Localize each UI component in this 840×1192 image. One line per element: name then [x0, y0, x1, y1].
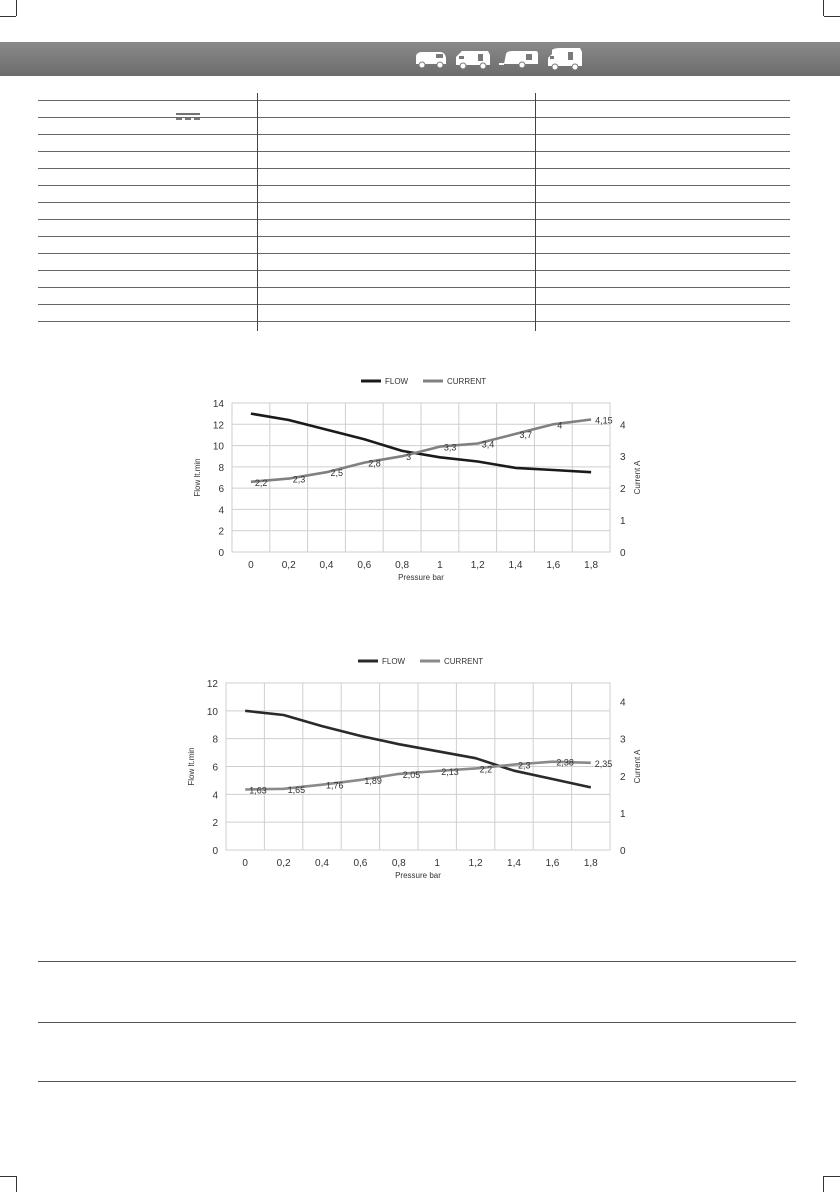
- data-label: 3: [406, 452, 412, 463]
- y-tick-label: 2: [218, 526, 224, 538]
- caravan-icon: [498, 48, 540, 70]
- data-label: 2,13: [441, 766, 459, 777]
- y-tick-label: 2: [212, 818, 218, 830]
- x-tick-label: 0,4: [319, 560, 334, 571]
- y2-axis-title: Current A: [633, 749, 642, 784]
- x-tick-label: 1,4: [507, 858, 521, 869]
- y2-tick-label: 2: [620, 771, 626, 783]
- data-label: 4: [557, 420, 563, 431]
- table-row: [38, 270, 790, 271]
- y-tick-label: 4: [212, 790, 218, 802]
- crop-mark-top-left-v: [16, 0, 17, 16]
- x-tick-label: 1,6: [545, 858, 560, 869]
- y-tick-label: 12: [206, 679, 218, 690]
- legend-label-flow: FLOW: [382, 657, 406, 666]
- separator-line-3: [38, 1081, 796, 1082]
- y-axis-title: Flow lt.min: [193, 458, 202, 497]
- table-row: [38, 219, 790, 220]
- y-tick-label: 0: [212, 846, 218, 857]
- data-label: 2,3: [292, 474, 306, 485]
- table-row: [38, 202, 790, 203]
- table-row: [38, 287, 790, 288]
- y-tick-label: 8: [212, 734, 218, 746]
- dc-symbol: [176, 113, 200, 121]
- table-row: [38, 151, 790, 152]
- y-tick-label: 6: [212, 762, 218, 774]
- crop-mark-bottom-right-v: [823, 1176, 824, 1192]
- data-label: 4,15: [595, 415, 613, 426]
- data-label: 3,4: [481, 439, 495, 450]
- x-tick-label: 0,6: [353, 858, 368, 869]
- x-tick-label: 1,2: [470, 560, 485, 571]
- x-tick-label: 1: [437, 560, 443, 571]
- y2-tick-label: 3: [620, 734, 626, 746]
- table-row: [38, 253, 790, 254]
- motorhome-alcove-icon: [546, 46, 584, 72]
- chart-2-svg: [187, 648, 642, 884]
- crop-mark-top-right: [824, 16, 840, 17]
- vehicle-icons: [414, 46, 584, 72]
- legend-label-current: CURRENT: [447, 377, 487, 386]
- y2-tick-label: 4: [620, 420, 626, 432]
- separator-line-2: [38, 1022, 796, 1023]
- table-row: [38, 134, 790, 135]
- chart-1-svg: [190, 368, 642, 590]
- table-row: [38, 185, 790, 186]
- data-label: 2,3: [518, 760, 531, 771]
- data-label: 1,65: [287, 784, 306, 795]
- data-label: 2,2: [254, 477, 268, 488]
- data-label: 2,5: [330, 468, 344, 479]
- chart-1: [190, 368, 642, 590]
- x-tick-label: 0,4: [315, 858, 329, 869]
- data-label: 2,2: [479, 764, 493, 775]
- x-tick-label: 1,4: [508, 560, 523, 571]
- y2-tick-label: 0: [620, 548, 626, 559]
- x-axis-title: Pressure bar: [398, 573, 444, 582]
- data-label: 2,05: [402, 769, 421, 780]
- y2-tick-label: 1: [620, 516, 626, 528]
- header-band: [0, 42, 840, 76]
- y-tick-label: 14: [212, 399, 224, 410]
- table-column-divider: [257, 93, 258, 331]
- data-label: 1,63: [249, 785, 267, 796]
- y-tick-label: 6: [218, 484, 224, 496]
- y-axis-title: Flow lt.min: [187, 747, 196, 786]
- x-tick-label: 1,8: [583, 858, 598, 869]
- x-tick-label: 0: [242, 858, 248, 869]
- data-label: 2,8: [368, 458, 381, 469]
- x-tick-label: 0: [248, 560, 254, 571]
- y2-tick-label: 3: [620, 452, 626, 464]
- separator-line-1: [38, 961, 796, 962]
- x-tick-label: 1: [434, 858, 440, 869]
- data-label: 3,3: [443, 442, 457, 453]
- chart-2: [187, 648, 642, 884]
- data-label: 2,35: [594, 758, 613, 769]
- table-row: [38, 236, 790, 237]
- legend-label-flow: FLOW: [385, 377, 409, 386]
- table-row: [38, 321, 790, 322]
- data-label: 1,89: [364, 775, 382, 786]
- x-tick-label: 0,2: [281, 560, 296, 571]
- legend-label-current: CURRENT: [444, 657, 484, 666]
- x-tick-label: 0,6: [357, 560, 372, 571]
- x-tick-label: 1,8: [584, 560, 599, 571]
- table-row: [38, 304, 790, 305]
- table-row: [38, 100, 790, 101]
- table-column-divider: [535, 93, 536, 331]
- crop-mark-top-right-v: [823, 0, 824, 16]
- crop-mark-bottom-left-v: [16, 1176, 17, 1192]
- data-label: 3,7: [519, 429, 533, 440]
- y-tick-label: 0: [218, 548, 224, 559]
- y-tick-label: 12: [212, 420, 224, 432]
- crop-mark-bottom-right: [824, 1176, 840, 1177]
- y-tick-label: 10: [212, 441, 224, 453]
- x-tick-label: 0,8: [391, 858, 406, 869]
- table-row: [38, 117, 790, 118]
- y2-tick-label: 0: [620, 846, 626, 857]
- van-icon: [414, 48, 448, 70]
- y2-tick-label: 1: [620, 808, 626, 820]
- data-label: 1,76: [326, 780, 344, 791]
- x-axis-title: Pressure bar: [395, 871, 441, 880]
- y-tick-label: 4: [218, 505, 224, 517]
- y-tick-label: 8: [218, 462, 224, 474]
- y2-axis-title: Current A: [633, 460, 642, 495]
- motorhome-icon: [454, 47, 492, 71]
- crop-mark-top-left: [0, 16, 16, 17]
- table-row: [38, 168, 790, 169]
- x-tick-label: 0,8: [395, 560, 410, 571]
- data-label: 2,38: [556, 757, 574, 768]
- x-tick-label: 1,2: [468, 858, 483, 869]
- x-tick-label: 1,6: [546, 560, 561, 571]
- y-tick-label: 10: [206, 706, 218, 718]
- crop-mark-bottom-left: [0, 1176, 16, 1177]
- y2-tick-label: 4: [620, 697, 626, 709]
- x-tick-label: 0,2: [276, 858, 291, 869]
- y2-tick-label: 2: [620, 484, 626, 496]
